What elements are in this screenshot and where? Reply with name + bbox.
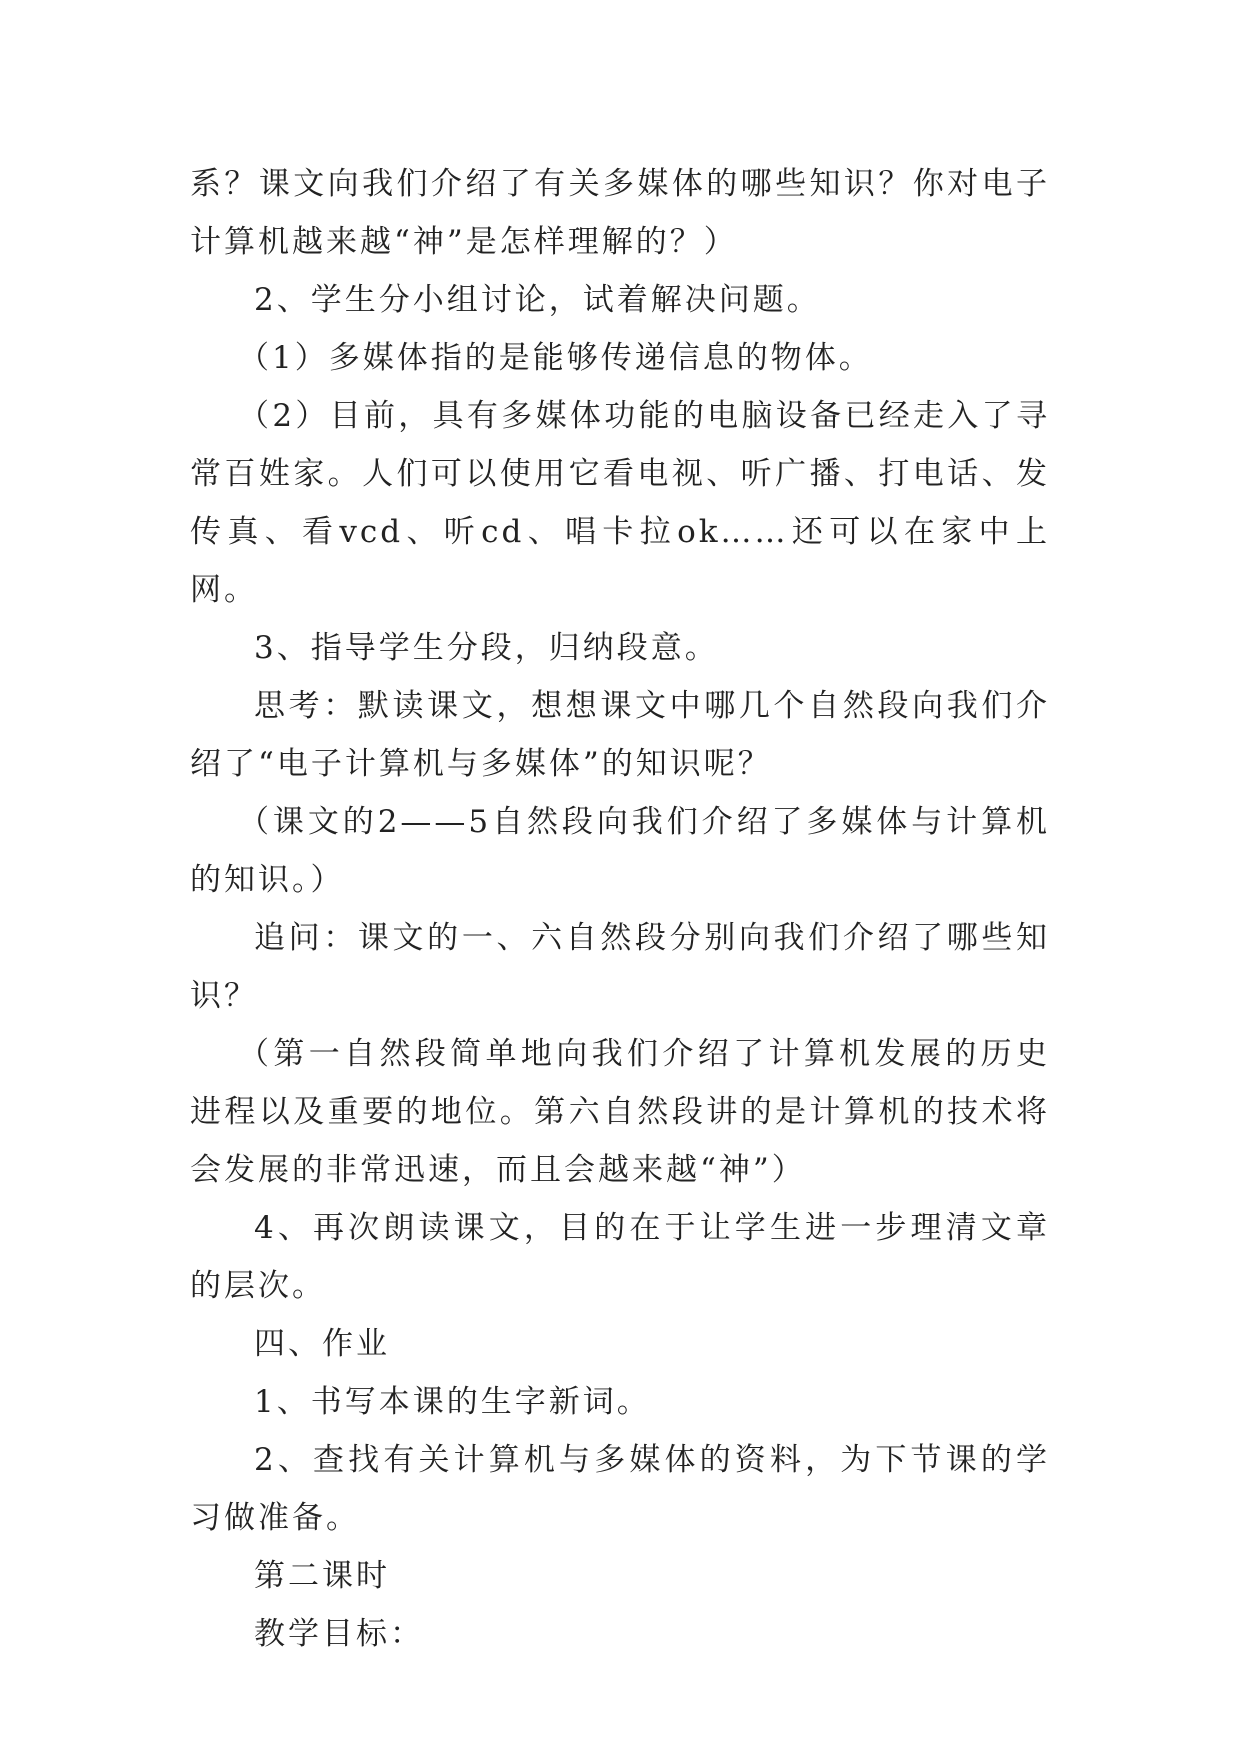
paragraph-step-4: 4、再次朗读课文，目的在于让学生进一步理清文章的层次。: [190, 1210, 1050, 1304]
paragraph-answer-2: （2）目前，具有多媒体功能的电脑设备已经走入了寻常百姓家。人们可以使用它看电视、听广播、打电话、发传真、看vcd、听cd、唱卡拉ok……还可以在家中上网。: [190, 398, 1050, 608]
section-heading-second-lesson: 第二课时: [254, 1558, 390, 1594]
paragraph-step-2: 2、学生分小组讨论，试着解决问题。: [254, 282, 821, 318]
paragraph-question-followup: 追问：课文的一、六自然段分别向我们介绍了哪些知识？: [190, 920, 1050, 1014]
paragraph-homework-2: 2、查找有关计算机与多媒体的资料，为下节课的学习做准备。: [190, 1442, 1050, 1536]
paragraph-answer-1: （1）多媒体指的是能够传递信息的物体。: [238, 340, 873, 376]
document-body: [190, 155, 1050, 1663]
paragraph-homework-1: 1、书写本课的生字新词。: [254, 1384, 651, 1420]
paragraph-answer-followup: （第一自然段简单地向我们介绍了计算机发展的历史进程以及重要的地位。第六自然段讲的是计算机的技术将会发展的非常迅速，而且会越来越“神”）: [190, 1036, 1050, 1188]
paragraph-step-3: 3、指导学生分段，归纳段意。: [254, 630, 719, 666]
section-heading-teaching-goals: 教学目标：: [254, 1616, 424, 1652]
paragraph-question-think: 思考：默读课文，想想课文中哪几个自然段向我们介绍了“电子计算机与多媒体”的知识呢？: [190, 688, 1050, 782]
section-heading-homework: 四、作业: [254, 1326, 390, 1362]
paragraph-answer-think: （课文的2——5自然段向我们介绍了多媒体与计算机的知识。）: [190, 804, 1050, 898]
paragraph-continuation: 系？课文向我们介绍了有关多媒体的哪些知识？你对电子计算机越来越“神”是怎样理解的？）: [190, 166, 1050, 260]
